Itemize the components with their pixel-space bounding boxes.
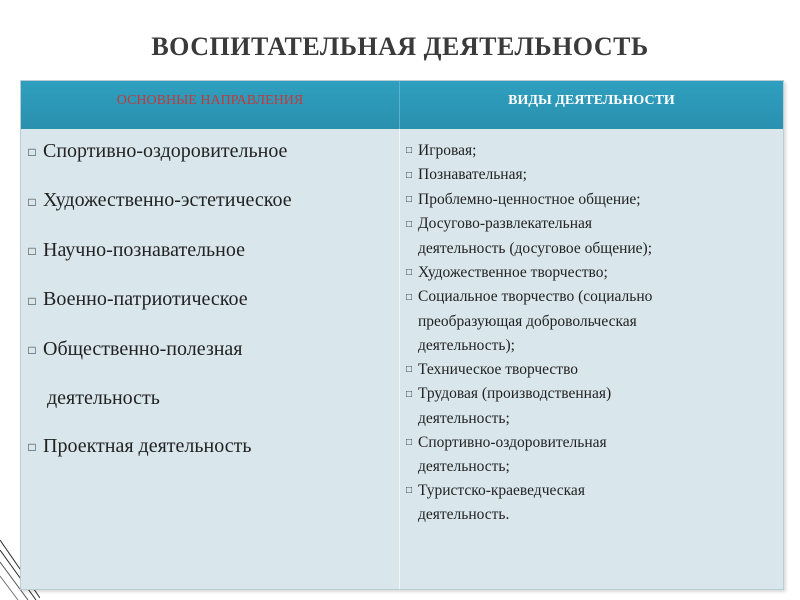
activity-label: Трудовая (производственная) — [418, 385, 612, 403]
list-item — [400, 261, 783, 285]
list-item — [400, 431, 783, 479]
list-item — [400, 382, 783, 430]
activities-table — [20, 80, 784, 590]
square-bullet-icon: □ — [405, 267, 413, 279]
activity-label: Спортивно-оздоровительная — [418, 433, 607, 451]
square-bullet-icon: □ — [405, 291, 413, 303]
list-item — [400, 212, 783, 260]
list-item — [400, 139, 783, 163]
square-bullet-icon: □ — [405, 364, 413, 376]
list-item — [21, 287, 399, 312]
page-title: ВОСПИТАТЕЛЬНАЯ ДЕЯТЕЛЬНОСТЬ — [151, 32, 649, 61]
header-activity-types: ВИДЫ ДЕЯТЕЛЬНОСТИ — [508, 93, 675, 108]
activity-label: Художественное творчество; — [418, 263, 608, 281]
square-bullet-icon: □ — [405, 218, 413, 230]
activity-types-column — [400, 129, 783, 589]
square-bullet-icon: □ — [405, 194, 413, 206]
square-bullet-icon: □ — [405, 169, 413, 181]
square-bullet-icon: □ — [405, 485, 413, 497]
list-item — [21, 434, 399, 459]
activity-label: Игровая; — [418, 142, 477, 159]
list-item — [400, 285, 783, 357]
activity-label: Проблемно-ценностное общение; — [418, 190, 641, 208]
square-bullet-icon: □ — [28, 440, 36, 455]
direction-label: Спортивно-оздоровительное — [43, 140, 288, 162]
list-item — [400, 163, 783, 187]
activity-label-continued: деятельность; — [418, 409, 510, 427]
activity-label: Социальное творчество (социально — [418, 288, 653, 306]
list-item — [400, 358, 783, 382]
activity-label: Туристско-краеведческая — [418, 481, 585, 499]
activity-label: Познавательная; — [418, 166, 527, 184]
table-header-row — [21, 81, 783, 129]
activity-label-continued: деятельность; — [418, 457, 510, 475]
list-item — [400, 188, 783, 212]
direction-label: Художественно-эстетическое — [43, 189, 292, 212]
activity-label-continued: деятельность. — [418, 506, 510, 524]
square-bullet-icon: □ — [28, 145, 36, 160]
activity-label-continued: преобразующая добровольческая — [418, 312, 637, 330]
list-item — [21, 139, 399, 164]
direction-label-continued: деятельность — [47, 387, 160, 410]
square-bullet-icon: □ — [28, 244, 36, 259]
direction-label: Общественно-полезная — [43, 337, 243, 360]
square-bullet-icon: □ — [405, 388, 413, 400]
activity-label: Техническое творчество — [418, 360, 579, 378]
activity-label: Досугово-развлекательная — [418, 215, 592, 233]
square-bullet-icon: □ — [28, 293, 36, 308]
list-item — [400, 479, 783, 527]
activity-label-continued: деятельность (досуговое общение); — [418, 239, 653, 257]
header-directions: ОСНОВНЫЕ НАПРАВЛЕНИЯ — [21, 81, 400, 129]
direction-label: Проектная деятельность — [43, 435, 252, 458]
table-body-row — [21, 129, 783, 589]
direction-label: Военно-патриотическое — [43, 288, 248, 311]
square-bullet-icon: □ — [28, 194, 36, 209]
square-bullet-icon: □ — [405, 436, 413, 448]
square-bullet-icon: □ — [405, 145, 413, 157]
list-item — [21, 238, 399, 263]
square-bullet-icon: □ — [28, 343, 36, 358]
list-item — [21, 337, 399, 410]
directions-column — [21, 129, 400, 589]
list-item — [21, 188, 399, 213]
direction-label: Научно-познавательное — [43, 238, 245, 261]
activity-label-continued: деятельность); — [418, 336, 515, 354]
